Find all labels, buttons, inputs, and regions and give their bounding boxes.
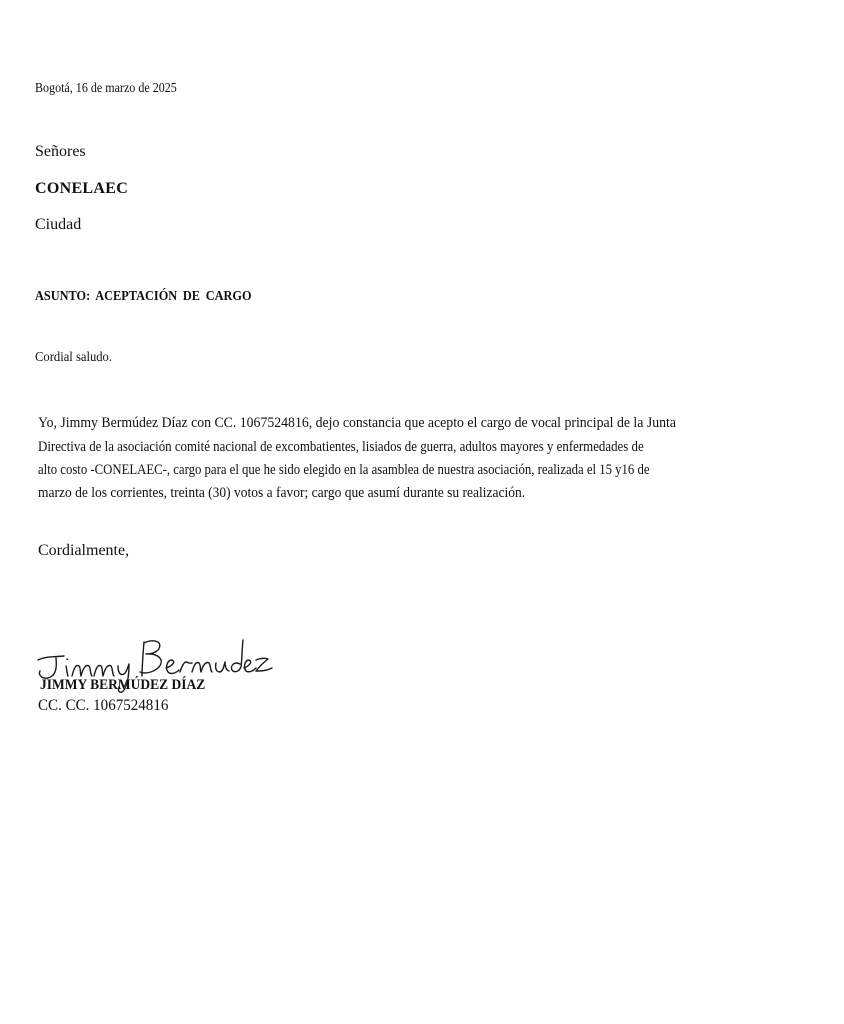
letter-subject: ASUNTO: ACEPTACIÓN DE CARGO bbox=[35, 289, 252, 304]
recipient-salutation: Señores bbox=[35, 143, 86, 160]
signer-name: JIMMY BERMÚDEZ DÍAZ bbox=[40, 677, 206, 693]
body-line: Yo, Jimmy Bermúdez Díaz con CC. 1067524816, dejo constancia que acepto el cargo de vocal principal de la Junta bbox=[38, 415, 676, 431]
letter-closing: Cordialmente, bbox=[38, 542, 130, 559]
signer-id: CC. CC. 1067524816 bbox=[38, 697, 169, 714]
body-line: alto costo -CONELAEC-, cargo para el que he sido elegido en la asamblea de nuestra asociación, realizada el 15 y16 de bbox=[38, 462, 650, 478]
letter-date: Bogotá, 16 de marzo de 2025 bbox=[35, 81, 177, 96]
letter-greeting: Cordial saludo. bbox=[35, 350, 112, 365]
recipient-organization: CONELAEC bbox=[35, 180, 129, 197]
recipient-city: Ciudad bbox=[35, 216, 82, 233]
body-line: Directiva de la asociación comité nacional de excombatientes, lisiados de guerra, adultos mayores y enfermedades de bbox=[38, 439, 644, 455]
body-line: marzo de los corrientes, treinta (30) votos a favor; cargo que asumí durante su realización. bbox=[38, 485, 526, 501]
